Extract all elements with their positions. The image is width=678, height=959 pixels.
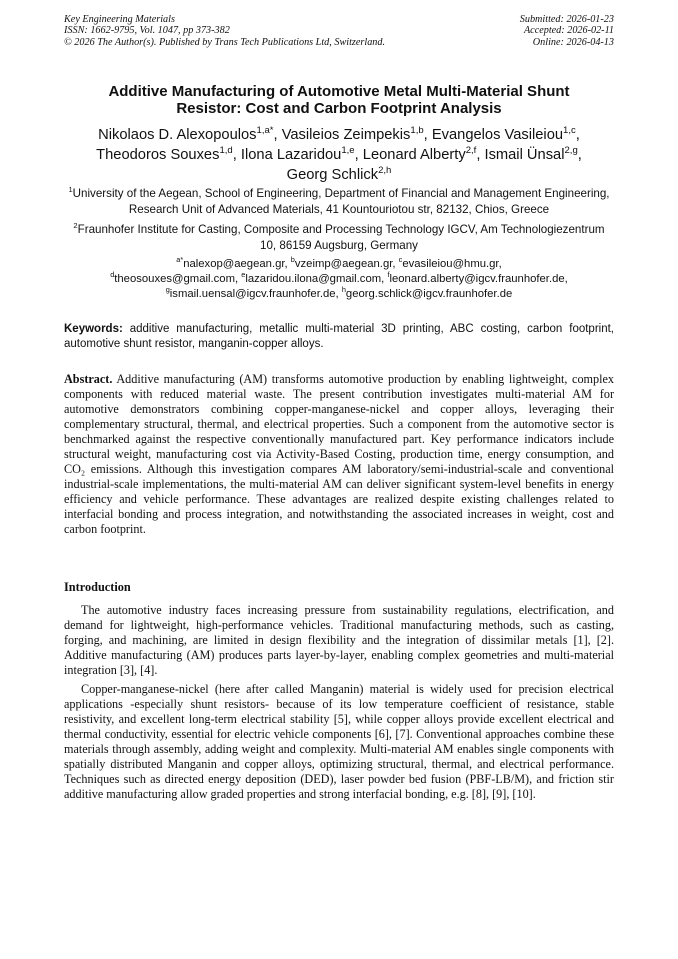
journal-header-right <box>520 14 614 48</box>
issn-volume: ISSN: 1662-9795, Vol. 1047, pp 373-382 <box>64 25 230 37</box>
email: $^d$theosouxes@gmail.com, <box>110 270 242 286</box>
author-list <box>64 125 614 185</box>
abstract <box>64 372 614 537</box>
copyright-notice: © 2026 The Author(s). Published by Trans Tech Publications Ltd, Switzerland. <box>64 36 386 48</box>
email: $^f$leonard.alberty@igcv.fraunhofer.de, <box>387 270 568 286</box>
journal-name: Key Engineering Materials <box>64 14 175 25</box>
journal-header-left <box>64 14 385 48</box>
keywords-text: additive manufacturing, metallic multi-material 3D printing, ABC costing, carbon footprint, automotive shunt resistor, manganin-copper alloys. <box>64 323 614 350</box>
section-heading-introduction: Introduction <box>64 580 131 594</box>
email: $^g$ismail.uensal@igcv.fraunhofer.de, <box>165 285 342 301</box>
email: $^h$georg.schlick@igcv.fraunhofer.de <box>341 285 513 301</box>
title-line-2: Resistor: Cost and Carbon Footprint Analysis <box>176 100 502 117</box>
body-paragraph: Copper-manganese-nickel (here after called Manganin) material is widely used for precision electrical applications -especially shunt resistors- because of its low temperature coefficient of resistance, stable resistivity, and excellent long-term electrical stability [5], while copper alloys provide excellent electrical and thermal conductivity, essential for electric vehicle components [6], [7]. Conventional approaches combine these materials through assembly, adding weight and complexity. Multi-material AM enables single components with spatially distributed Manganin and copper alloys, optimizing structural, thermal, and electrical performance. Techniques such as directed energy deposition (DED), laser powder bed fusion (PBF-LB/M), and friction stir additive manufacturing allow graded properties and strong interfacial bonding, e.g. [8], [9], [10]. <box>64 682 614 801</box>
author: Nikolaos D. Alexopoulos$^{1,a*}$, <box>98 125 282 143</box>
author: Theodoros Souxes$^{1,d}$, <box>96 145 241 163</box>
author: Leonard Alberty$^{2,f}$, <box>362 145 485 163</box>
abstract-text: Additive manufacturing (AM) transforms automotive production by enabling lightweight, complex components with reduced material waste. The present contribution investigates multi-material AM for automotive demonstrators combining copper-manganese-nickel and copper alloys, leveraging their complementary structural, thermal, and electrical properties. Such a component from the automotive sector is benchmarked against the respective conventionally manufactured part. Key performance indicators include structural weight, manufacturing cost via Activity-Based Costing, production time, energy consumption, and CO₂ emissions. Although this investigation compares AM laboratory/semi-industrial-scale and conventional industrial-scale implementations, the multi-material AM can deliver significant system-level benefits in energy efficiency and vehicle performance. These advantages are realized despite existing challenges related to interfacial bonding and process integration, and notwithstanding the associated increases in weight, cost and carbon footprint. <box>64 372 614 536</box>
submitted-date: Submitted: 2026-01-23 <box>519 14 614 25</box>
author: Evangelos Vasileiou$^{1,c}$, <box>431 125 580 143</box>
author: Georg Schlick$^{2,h}$ <box>286 165 392 183</box>
title-line-1: Additive Manufacturing of Automotive Metal Multi-Material Shunt <box>108 83 570 100</box>
keywords <box>64 322 614 352</box>
affiliation-1: $^1$University of the Aegean, School of Engineering, Department of Financial and Management Engineering, Research Unit of Advanced Materials, 41 Kountouriotou str, 82132, Chios, Greece <box>68 185 610 216</box>
author-emails <box>64 257 614 303</box>
abstract-label: Abstract. <box>64 372 113 386</box>
email: $^{a*}$nalexop@aegean.gr, <box>176 255 291 270</box>
author: Ilona Lazaridou$^{1,e}$, <box>240 145 363 163</box>
body-paragraph: The automotive industry faces increasing pressure from sustainability regulations, electrification, and demand for lightweight, high-performance vehicles. Traditional manufacturing methods, such as casting, forging, and machining, are limited in design flexibility and the integration of dissimilar metals [1], [2]. Additive manufacturing (AM) produces parts layer-by-layer, enabling complex geometries and multi-material integration [3], [4]. <box>64 603 614 677</box>
online-date: Online: 2026-04-13 <box>532 36 614 48</box>
author: Vasileios Zeimpekis$^{1,b}$, <box>281 125 432 143</box>
keywords-label: Keywords: <box>64 323 123 335</box>
affiliation-2: $^2$Fraunhofer Institute for Casting, Composite and Processing Technology IGCV, Am Technologiezentrum 10, 86159 Augsburg, Germany <box>73 221 605 252</box>
paper-title <box>64 83 614 117</box>
email: $^e$lazaridou.ilona@gmail.com, <box>241 270 388 286</box>
email: $^b$vzeimp@aegean.gr, <box>290 255 399 270</box>
accepted-date: Accepted: 2026-02-11 <box>523 25 614 37</box>
email: $^c$evasileiou@hmu.gr, <box>398 255 502 270</box>
author: Ismail Ünsal$^{2,g}$, <box>484 145 582 163</box>
